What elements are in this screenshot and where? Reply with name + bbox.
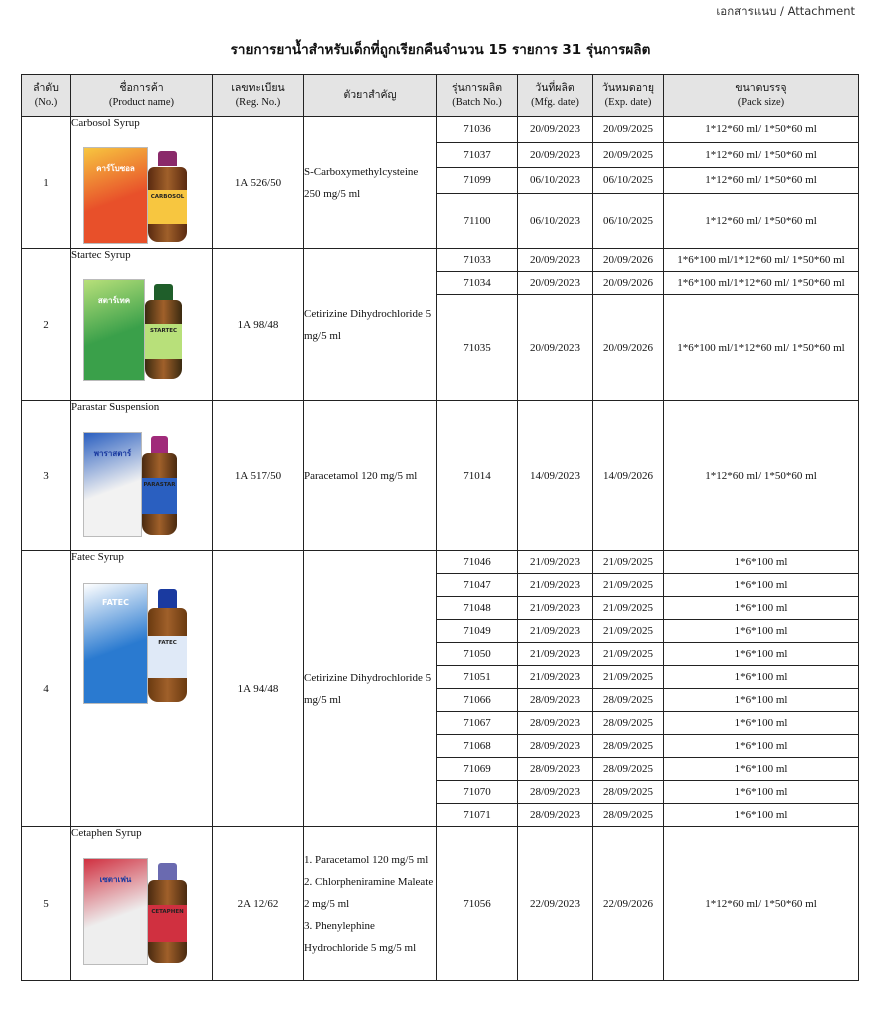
mfg-date: 21/09/2023	[518, 643, 593, 666]
pack-size: 1*6*100 ml	[664, 735, 859, 758]
ingredient-cell	[304, 827, 437, 981]
exp-date: 28/09/2025	[593, 689, 664, 712]
pack-size: 1*6*100 ml	[664, 551, 859, 574]
box-label: พาราสตาร์	[93, 449, 132, 458]
product-box-image	[83, 583, 148, 704]
exp-date: 22/09/2026	[593, 827, 664, 981]
product-name-cell	[71, 117, 213, 249]
table-row	[22, 401, 859, 551]
pack-size: 1*6*100 ml/1*12*60 ml/ 1*50*60 ml	[664, 272, 859, 295]
ingredient-cell	[304, 117, 437, 249]
exp-date: 20/09/2026	[593, 272, 664, 295]
product-no: 1	[22, 117, 71, 249]
mfg-date: 28/09/2023	[518, 781, 593, 804]
batch-no: 71070	[437, 781, 518, 804]
bottle-label: CARBOSOL	[148, 190, 187, 224]
product-name-cell	[71, 827, 213, 981]
batch-no: 71047	[437, 574, 518, 597]
product-no: 2	[22, 249, 71, 401]
header-row	[22, 75, 859, 117]
ingredient-line: 1. Paracetamol 120 mg/5 ml	[304, 853, 429, 866]
pack-size: 1*12*60 ml/ 1*50*60 ml	[664, 193, 859, 249]
batch-no: 71035	[437, 295, 518, 401]
exp-date: 20/09/2025	[593, 117, 664, 143]
mfg-date: 06/10/2023	[518, 168, 593, 194]
ingredient-line: 250 mg/5 ml	[304, 187, 361, 200]
batch-no: 71100	[437, 193, 518, 249]
header-ingredient: ตัวยาสำคัญ	[304, 75, 437, 117]
batch-no: 71033	[437, 249, 518, 272]
fatec-product-photo	[83, 572, 191, 710]
cetaphen-product-photo	[83, 848, 191, 970]
product-name: Carbosol Syrup	[71, 117, 140, 129]
bottle-image	[145, 300, 182, 379]
product-box-image	[83, 858, 148, 965]
mfg-date: 21/09/2023	[518, 574, 593, 597]
mfg-date: 06/10/2023	[518, 193, 593, 249]
pack-size: 1*6*100 ml	[664, 804, 859, 827]
exp-date: 20/09/2026	[593, 295, 664, 401]
bottle-label: STARTEC	[145, 324, 182, 360]
mfg-date: 20/09/2023	[518, 295, 593, 401]
batch-no: 71051	[437, 666, 518, 689]
product-name-cell	[71, 551, 213, 827]
ingredient-line: 2 mg/5 ml	[304, 897, 350, 910]
ingredient-line: mg/5 ml	[304, 329, 341, 342]
exp-date: 28/09/2025	[593, 781, 664, 804]
exp-date: 21/09/2025	[593, 666, 664, 689]
pack-size: 1*12*60 ml/ 1*50*60 ml	[664, 827, 859, 981]
bottle-image	[148, 608, 187, 702]
ingredient-line: Cetirizine Dihydrochloride 5	[304, 671, 432, 684]
exp-date: 21/09/2025	[593, 597, 664, 620]
reg-no: 1A 98/48	[213, 249, 304, 401]
ingredient-cell	[304, 551, 437, 827]
box-label: สตาร์เทค	[97, 296, 131, 305]
mfg-date: 28/09/2023	[518, 804, 593, 827]
pack-size: 1*12*60 ml/ 1*50*60 ml	[664, 168, 859, 194]
exp-date: 28/09/2025	[593, 735, 664, 758]
pack-size: 1*6*100 ml	[664, 689, 859, 712]
product-name: Parastar Suspension	[71, 401, 160, 413]
product-no: 4	[22, 551, 71, 827]
batch-no: 71066	[437, 689, 518, 712]
mfg-date: 20/09/2023	[518, 142, 593, 168]
reg-no: 2A 12/62	[213, 827, 304, 981]
exp-date: 06/10/2025	[593, 193, 664, 249]
pack-size: 1*6*100 ml	[664, 643, 859, 666]
exp-date: 28/09/2025	[593, 804, 664, 827]
exp-date: 21/09/2025	[593, 551, 664, 574]
pack-size: 1*6*100 ml	[664, 574, 859, 597]
batch-no: 71036	[437, 117, 518, 143]
parastar-product-photo	[83, 422, 181, 542]
mfg-date: 20/09/2023	[518, 249, 593, 272]
pack-size: 1*12*60 ml/ 1*50*60 ml	[664, 117, 859, 143]
header-batch-no: รุ่นการผลิต (Batch No.)	[437, 75, 518, 117]
box-label: FATEC	[102, 598, 129, 607]
product-box-image	[83, 147, 148, 244]
batch-no: 71037	[437, 142, 518, 168]
product-no: 5	[22, 827, 71, 981]
bottle-image	[142, 453, 177, 535]
product-name: Fatec Syrup	[71, 551, 124, 563]
pack-size: 1*12*60 ml/ 1*50*60 ml	[664, 401, 859, 551]
batch-no: 71014	[437, 401, 518, 551]
ingredient-cell	[304, 401, 437, 551]
exp-date: 21/09/2025	[593, 620, 664, 643]
box-label: คาร์โบซอล	[96, 164, 135, 173]
table-row	[22, 551, 859, 574]
bottle-image	[148, 167, 187, 242]
header-mfg-date: วันที่ผลิต (Mfg. date)	[518, 75, 593, 117]
reg-no: 1A 526/50	[213, 117, 304, 249]
table-row	[22, 117, 859, 143]
ingredient-line: Paracetamol 120 mg/5 ml	[304, 469, 418, 482]
exp-date: 21/09/2025	[593, 643, 664, 666]
bottle-label: CETAPHEN	[148, 905, 187, 942]
batch-no: 71068	[437, 735, 518, 758]
exp-date: 20/09/2025	[593, 142, 664, 168]
header-reg-no: เลขทะเบียน (Reg. No.)	[213, 75, 304, 117]
pack-size: 1*6*100 ml	[664, 666, 859, 689]
exp-date: 28/09/2025	[593, 712, 664, 735]
bottle-cap-image	[154, 284, 173, 300]
batch-no: 71050	[437, 643, 518, 666]
bottle-image	[148, 880, 187, 963]
bottle-cap-image	[158, 589, 178, 608]
batch-no: 71099	[437, 168, 518, 194]
mfg-date: 21/09/2023	[518, 666, 593, 689]
exp-date: 14/09/2026	[593, 401, 664, 551]
pack-size: 1*6*100 ml/1*12*60 ml/ 1*50*60 ml	[664, 249, 859, 272]
header-product-name: ชื่อการค้า (Product name)	[71, 75, 213, 117]
mfg-date: 21/09/2023	[518, 620, 593, 643]
pack-size: 1*6*100 ml	[664, 781, 859, 804]
bottle-cap-image	[158, 863, 178, 880]
pack-size: 1*6*100 ml/1*12*60 ml/ 1*50*60 ml	[664, 295, 859, 401]
ingredient-line: mg/5 ml	[304, 693, 341, 706]
exp-date: 21/09/2025	[593, 574, 664, 597]
ingredient-line: S-Carboxymethylcysteine	[304, 165, 419, 178]
exp-date: 28/09/2025	[593, 758, 664, 781]
mfg-date: 21/09/2023	[518, 597, 593, 620]
pack-size: 1*6*100 ml	[664, 712, 859, 735]
batch-no: 71067	[437, 712, 518, 735]
table-row	[22, 249, 859, 272]
mfg-date: 20/09/2023	[518, 117, 593, 143]
batch-no: 71049	[437, 620, 518, 643]
mfg-date: 21/09/2023	[518, 551, 593, 574]
attachment-label: เอกสารแนบ / Attachment	[716, 4, 855, 18]
mfg-date: 28/09/2023	[518, 712, 593, 735]
mfg-date: 28/09/2023	[518, 735, 593, 758]
ingredient-line: Hydrochloride 5 mg/5 ml	[304, 941, 417, 954]
product-name: Cetaphen Syrup	[71, 827, 142, 839]
ingredient-line: 3. Phenylephine	[304, 919, 375, 932]
pack-size: 1*12*60 ml/ 1*50*60 ml	[664, 142, 859, 168]
batch-no: 71046	[437, 551, 518, 574]
bottle-label: PARASTAR	[142, 478, 177, 515]
table-row	[22, 827, 859, 981]
mfg-date: 28/09/2023	[518, 689, 593, 712]
batch-no: 71071	[437, 804, 518, 827]
product-name: Startec Syrup	[71, 249, 131, 261]
exp-date: 06/10/2025	[593, 168, 664, 194]
mfg-date: 14/09/2023	[518, 401, 593, 551]
bottle-cap-image	[158, 151, 178, 166]
bottle-cap-image	[151, 436, 169, 453]
product-no: 3	[22, 401, 71, 551]
carbosol-product-photo	[83, 138, 191, 248]
batch-no: 71048	[437, 597, 518, 620]
product-name-cell	[71, 249, 213, 401]
ingredient-cell	[304, 249, 437, 401]
reg-no: 1A 517/50	[213, 401, 304, 551]
mfg-date: 22/09/2023	[518, 827, 593, 981]
pack-size: 1*6*100 ml	[664, 620, 859, 643]
header-exp-date: วันหมดอายุ (Exp. date)	[593, 75, 664, 117]
recall-table	[21, 74, 859, 981]
startec-product-photo	[83, 270, 187, 386]
box-label: เซตาเฟน	[99, 875, 132, 884]
header-no: ลำดับ (No.)	[22, 75, 71, 117]
reg-no: 1A 94/48	[213, 551, 304, 827]
product-box-image	[83, 432, 142, 537]
product-box-image	[83, 279, 145, 381]
pack-size: 1*6*100 ml	[664, 597, 859, 620]
batch-no: 71069	[437, 758, 518, 781]
batch-no: 71034	[437, 272, 518, 295]
product-name-cell	[71, 401, 213, 551]
pack-size: 1*6*100 ml	[664, 758, 859, 781]
ingredient-line: 2. Chlorpheniramine Maleate	[304, 875, 434, 888]
mfg-date: 28/09/2023	[518, 758, 593, 781]
bottle-label: FATEC	[148, 636, 187, 678]
mfg-date: 20/09/2023	[518, 272, 593, 295]
ingredient-line: Cetirizine Dihydrochloride 5	[304, 307, 432, 320]
header-pack-size: ขนาดบรรจุ (Pack size)	[664, 75, 859, 117]
exp-date: 20/09/2026	[593, 249, 664, 272]
batch-no: 71056	[437, 827, 518, 981]
page-title: รายการยาน้ำสำหรับเด็กที่ถูกเรียกคืนจำนวน 15 รายการ 31 รุ่นการผลิต	[230, 42, 651, 58]
